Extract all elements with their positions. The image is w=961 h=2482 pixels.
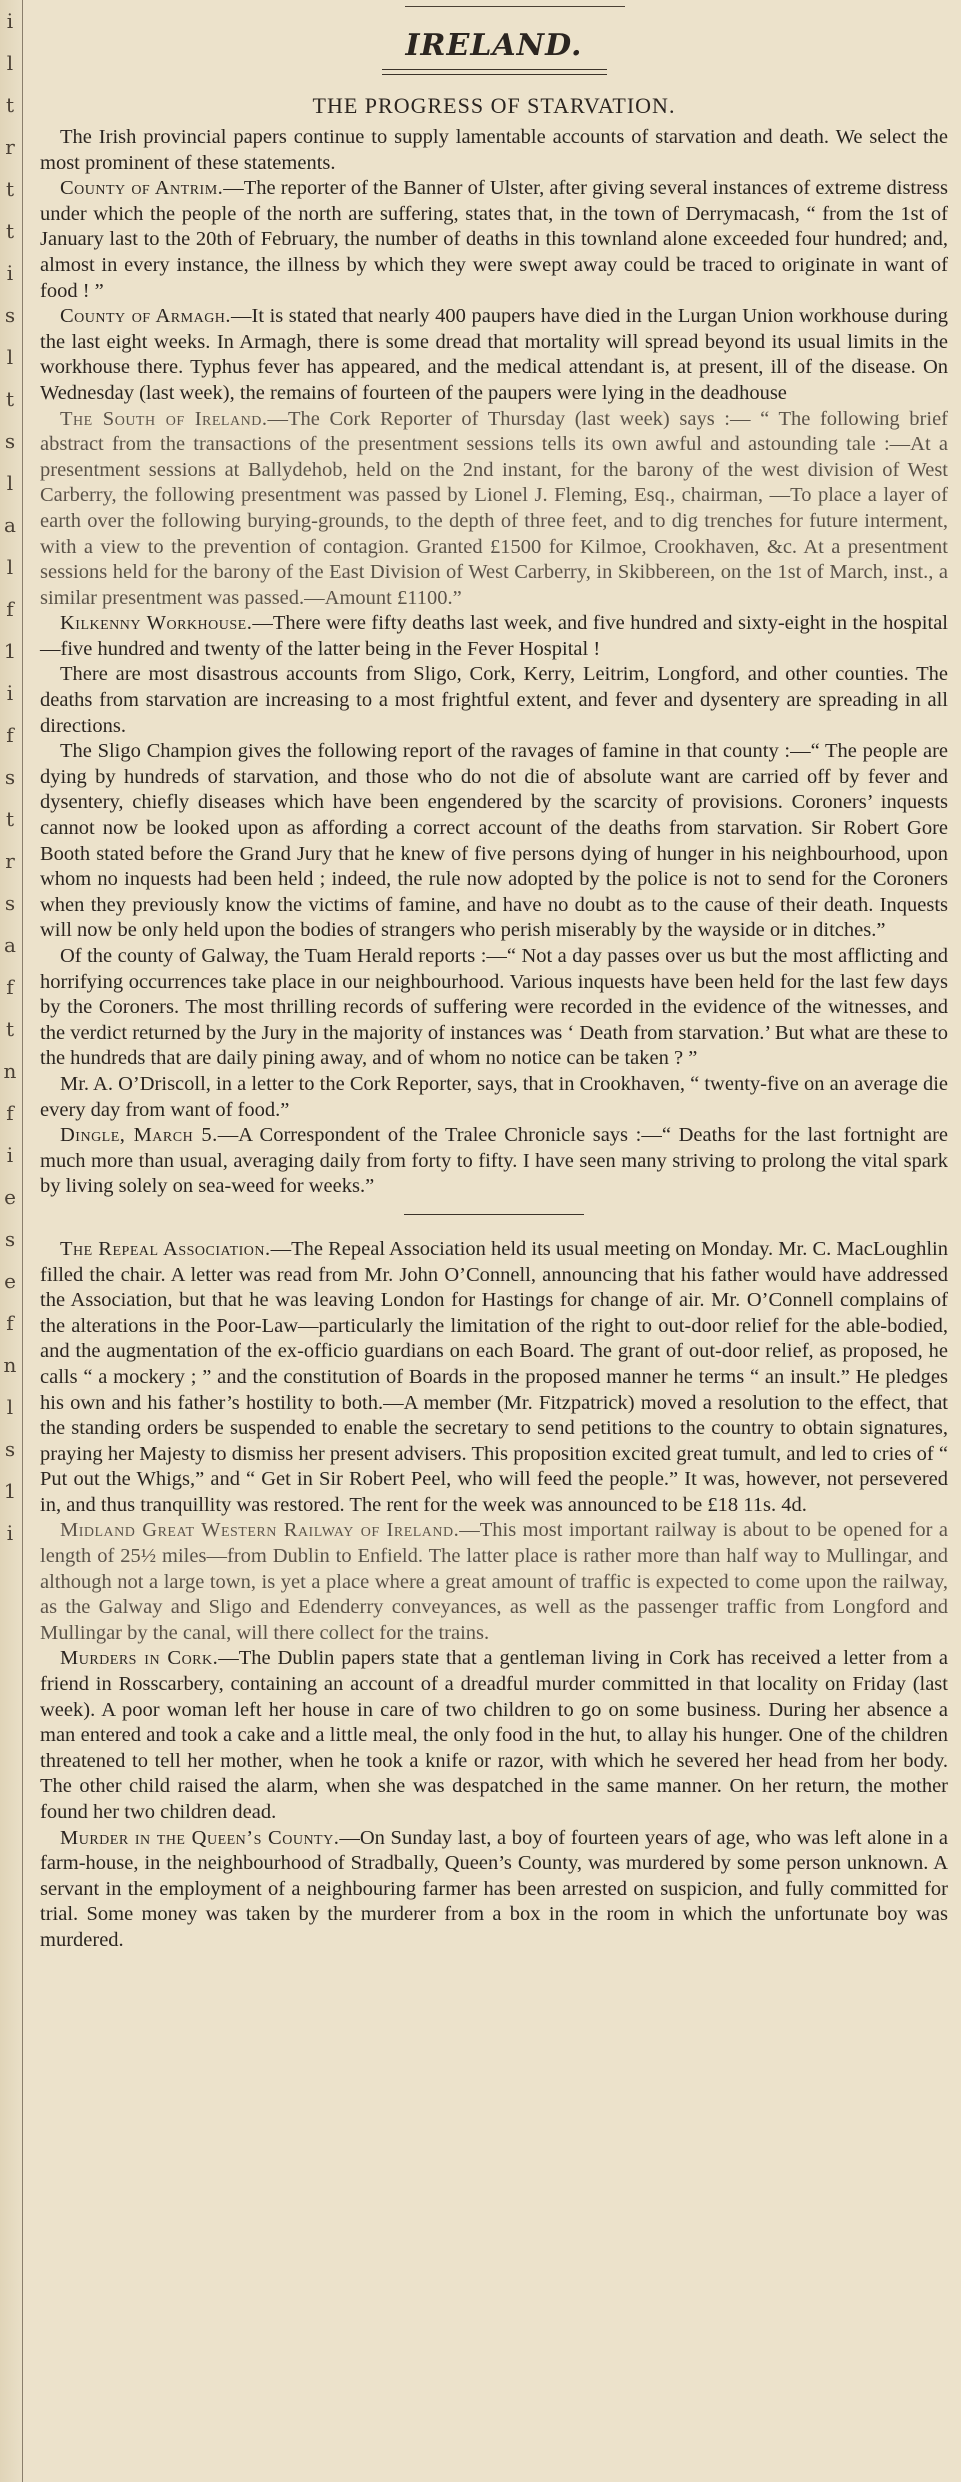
gutter-fragment: l: [6, 555, 14, 579]
gutter-fragment: s: [4, 891, 16, 915]
page-edge: [0, 0, 23, 2482]
gutter-fragment: l: [6, 471, 14, 495]
gutter-fragment: n: [3, 1353, 17, 1377]
gutter-fragment: f: [6, 1311, 14, 1335]
gutter-fragment: r: [5, 135, 15, 159]
gutter-fragment: l: [6, 345, 14, 369]
section-title: IRELAND.: [405, 28, 583, 63]
gutter-fragment: s: [4, 429, 16, 453]
gutter-fragment: f: [6, 975, 14, 999]
article-dingle: Dingle, March 5.—A Correspondent of the Tralee Chronicle says :—“ Deaths for the last fortnight are much more than usual, averaging daily from forty to fifty. I have seen many striving to prolong the vital spark by living solely on sea-weed for weeks.”: [40, 1124, 948, 1198]
gutter-fragment: f: [6, 597, 14, 621]
newspaper-column: [40, 0, 948, 1954]
gutter-fragment: i: [6, 9, 14, 33]
article-odriscoll: Mr. A. O’Driscoll, in a letter to the Cork Reporter, says, that in Crookhaven, “ twenty-five on an average die every day from want of food.”: [40, 1072, 948, 1121]
gutter-fragment: s: [4, 765, 16, 789]
article-midland-railway: Midland Great Western Railway of Ireland.—This most important railway is about to be opened for a length of 25½ miles—from Dublin to Enfield. The latter place is rather more than half way to Mullingar, and although not a large town, is yet a place where a great amount of traffic is expected to come upon the railway, as the Galway and Sligo and Edenderry conveyances, as well as the passenger traffic from Longford and Mullingar by the canal, will there collect for the trains.: [40, 1519, 948, 1644]
top-rule: [405, 6, 625, 7]
article-south-of-ireland: The South of Ireland.—The Cork Reporter of Thursday (last week) says :— “ The following brief abstract from the transactions of the presentment sessions tells its own awful and astounding tale :—At a presentment sessions at Ballydehob, held on the 2nd instant, for the barony of the west division of West Carberry, the following presentment was passed by Lionel J. Fleming, Esq., chairman, —To place a layer of earth over the following burying-grounds, to the depth of three feet, and to dig trenches for future interment, with a view to the prevention of contagion. Granted £1500 for Kilmoe, Crookhaven, &c. At a presentment sessions held for the barony of the East Division of West Carberry, in Skibbereen, on the 1st of March, inst., a similar presentment was passed.—Amount £1100.”: [40, 407, 948, 609]
gutter-fragment: t: [5, 219, 15, 243]
gutter-fragment: n: [3, 1059, 17, 1083]
article-list: [40, 125, 948, 1954]
article-disastrous-accounts: There are most disastrous accounts from Sligo, Cork, Kerry, Leitrim, Longford, and other counties. The deaths from starvation are increasing to a most frightful extent, and fever and dysentery are spreading in all directions.: [40, 663, 948, 737]
gutter-fragment: i: [6, 261, 14, 285]
headline: THE PROGRESS OF STARVATION.: [312, 93, 676, 118]
gutter-fragment: s: [4, 1227, 16, 1251]
gutter-fragment: a: [4, 933, 16, 957]
section-divider: [404, 1214, 584, 1215]
gutter-fragment: e: [4, 1269, 16, 1293]
gutter-fragment: i: [6, 681, 14, 705]
article-county-antrim: County of Antrim.—The reporter of the Banner of Ulster, after giving several instances of extreme distress under which the people of the north are suffering, states that, in the town of Derrymacash, “ from the 1st of January last to the 20th of February, the number of deaths in this townland alone exceeded four hundred; and, almost in every instance, the illness by which they were swept away could be traced to originate in want of food ! ”: [40, 177, 948, 302]
article-county-armagh: County of Armagh.—It is stated that nearly 400 paupers have died in the Lurgan Union workhouse during the last eight weeks. In Armagh, there is some dread that mortality will spread beyond its usual limits in the workhouse there. Typhus fever has appeared, and the medical attendant is, at present, ill of the disease. On Wednesday (last week), the remains of fourteen of the paupers were lying in the deadhouse: [40, 305, 948, 404]
gutter-fragment: t: [5, 93, 15, 117]
article-murder-queens-county: Murder in the Queen’s County.—On Sunday last, a boy of fourteen years of age, who was left alone in a farm-house, in the neighbourhood of Stradbally, Queen’s County, was murdered by some person unknown. A servant in the employment of a neighbouring farmer has been arrested on suspicion, and fully committed for trial. Some money was taken by the murderer from a box in the room in which the unfortunate boy was murdered.: [40, 1826, 948, 1951]
gutter-fragment: r: [5, 849, 15, 873]
gutter-fragment: l: [6, 1395, 14, 1419]
article-intro: The Irish provincial papers continue to supply lamentable accounts of starvation and death. We select the most prominent of these statements.: [40, 126, 948, 174]
article-repeal-association: The Repeal Association.—The Repeal Association held its usual meeting on Monday. Mr. C. MacLoughlin filled the chair. A letter was read from Mr. John O’Connell, announcing that his father would have addressed the Association, but that he was leaving London for Hastings for change of air. Mr. O’Connell complains of the alterations in the Poor-Law—particularly the limitation of the right to out-door relief for the able-bodied, and the augmentation of the ex-officio guardians on each Board. The grant of out-door relief, as proposed, he calls “ a mockery ; ” and the constitution of Boards in the proposed manner he terms “ an insult.” He pledges his own and his father’s hostility to both.—A member (Mr. Fitzpatrick) moved a resolution to the effect, that the standing orders be suspended to enable the secretary to send petitions to the country to obtain signatures, praying her Majesty to dismiss her present advisers. This proposition excited great tumult, and led to cries of “ Put out the Whigs,” and “ Get in Sir Robert Peel, who will feed the people.” It was, however, not persevered in, and thus tranquillity was restored. The rent for the week was announced to be £18 11s. 4d.: [40, 1237, 948, 1516]
adjacent-column-fragments: [2, 0, 18, 2482]
gutter-fragment: f: [6, 1101, 14, 1125]
gutter-fragment: 1: [3, 1479, 17, 1503]
gutter-fragment: i: [6, 1521, 14, 1545]
gutter-fragment: e: [4, 1185, 16, 1209]
gutter-fragment: s: [4, 303, 16, 327]
gutter-fragment: f: [6, 723, 14, 747]
article-sligo-champion: The Sligo Champion gives the following report of the ravages of famine in that county :—“ The people are dying by hundreds of starvation, and those who do not die of absolute want are carried off by fever and dysentery, chiefly diseases which have been engendered by the scarcity of provisions. Coroners’ inquests cannot now be looked upon as affording a correct account of the deaths from starvation. Sir Robert Gore Booth stated before the Grand Jury that he knew of five persons dying of hunger in his neighbourhood, upon whom no inquests had been held ; indeed, the rule now adopted by the police is not to send for the Coroners when they previously know the victims of famine, and have no doubt as to the cause of their death. Inquests will now be only held upon the bodies of strangers who perish miserably by the wayside or in ditches.”: [40, 740, 948, 942]
gutter-fragment: t: [5, 1017, 15, 1041]
gutter-fragment: a: [4, 513, 16, 537]
gutter-fragment: s: [4, 1437, 16, 1461]
gutter-fragment: t: [5, 177, 15, 201]
gutter-fragment: i: [6, 1143, 14, 1167]
gutter-fragment: l: [6, 51, 14, 75]
gutter-fragment: 1: [3, 639, 17, 663]
article-galway: Of the county of Galway, the Tuam Herald reports :—“ Not a day passes over us but the most afflicting and horrifying occurrences take place in our neighbourhood. Various inquests have been held for the last few days by the Coroners. The most thrilling records of suffering were recorded in the evidence of the witnesses, and the verdict returned by the Jury in the majority of instances was ‘ Death from starvation.’ But what are these to the hundreds that are daily pining away, and of whom no notice can be taken ? ”: [40, 945, 948, 1070]
gutter-fragment: t: [5, 387, 15, 411]
double-rule: [382, 69, 607, 75]
article-kilkenny-workhouse: Kilkenny Workhouse.—There were fifty deaths last week, and five hundred and sixty-eight in the hospital—five hundred and twenty of the latter being in the Fever Hospital !: [40, 612, 948, 660]
article-murders-in-cork: Murders in Cork.—The Dublin papers state that a gentleman living in Cork has received a letter from a friend in Rosscarbery, containing an account of a dreadful murder committed in that locality on Friday (last week). A poor woman left her house in care of two children to go on some business. During her absence a man entered and took a cake and a little meal, the only food in the hut, to allay his hunger. One of the children threatened to tell her mother, when he took a knife or razor, with which he severed her head from her body. The other child raised the alarm, when she was despatched in the same manner. On her return, the mother found her two children dead.: [40, 1647, 949, 1823]
gutter-fragment: t: [5, 807, 15, 831]
